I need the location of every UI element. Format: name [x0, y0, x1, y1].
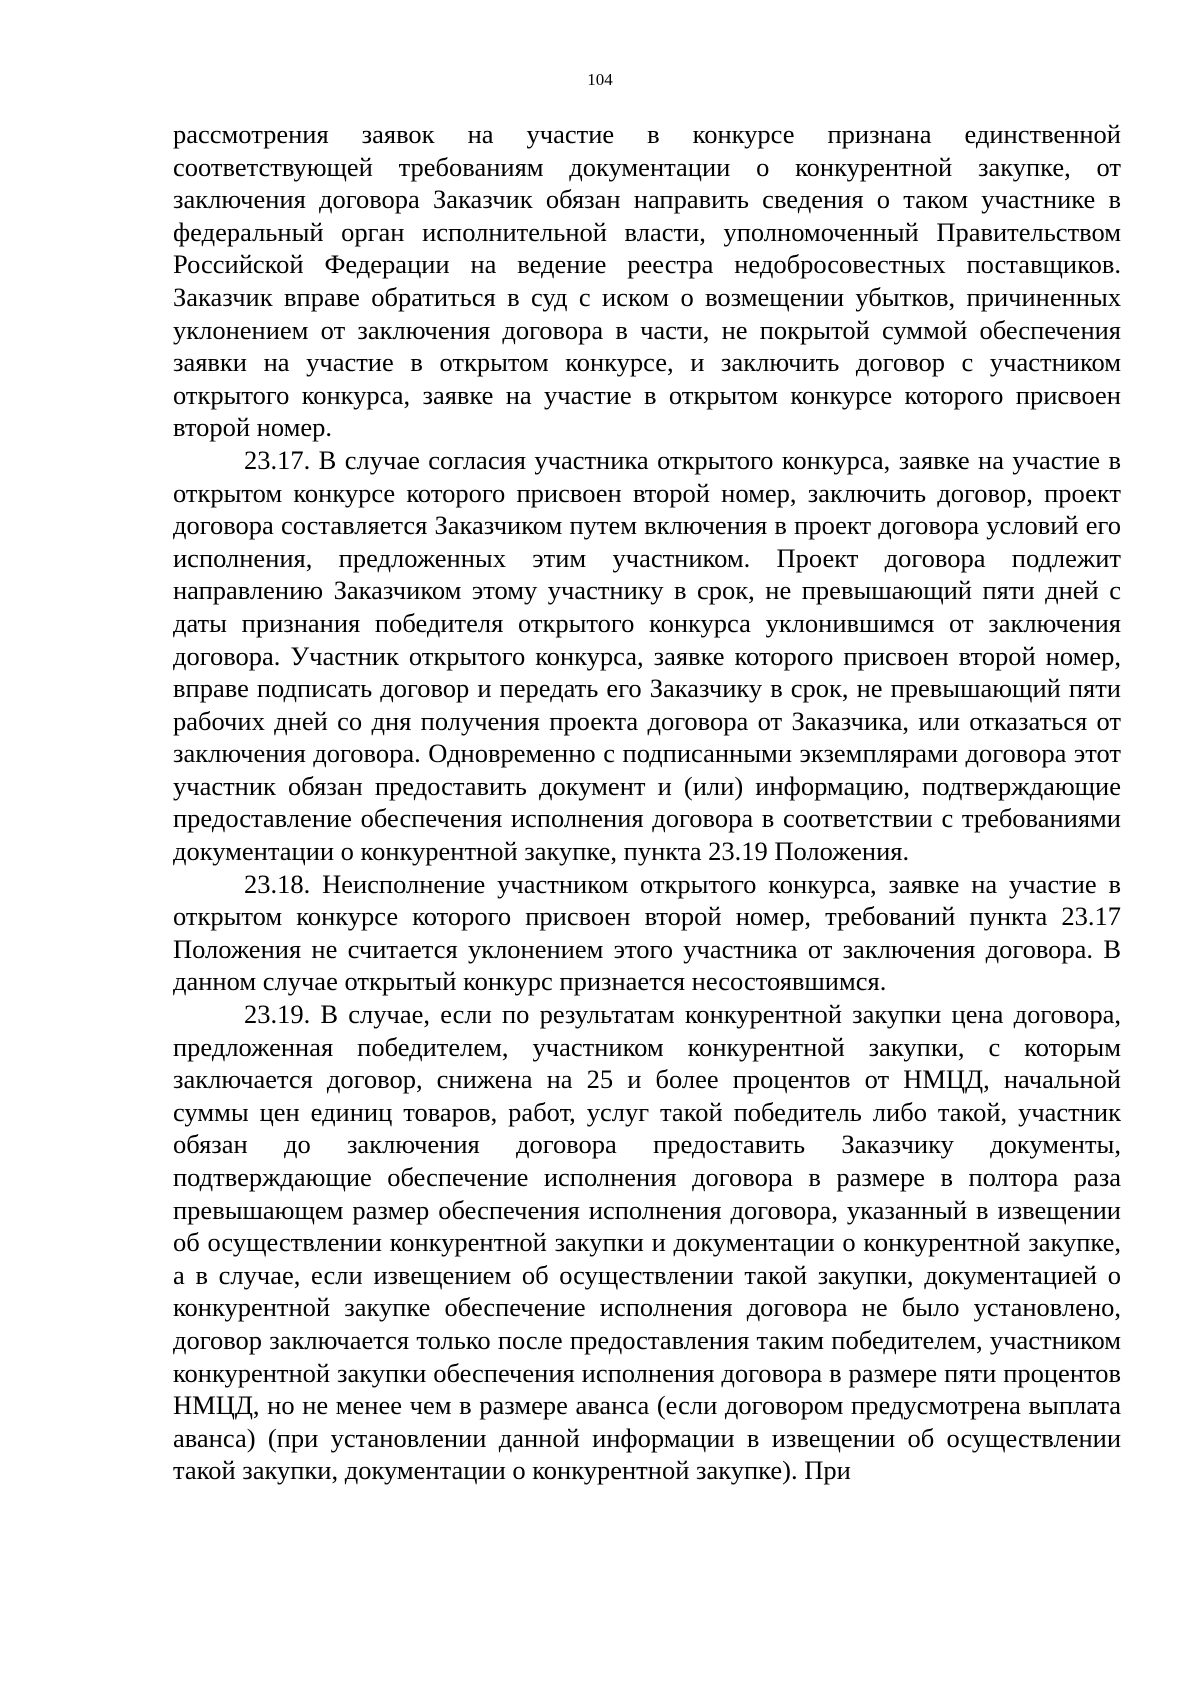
- paragraph-23-19: 23.19. В случае, если по результатам конкурентной закупки цена договора, предложенная победителем, участником конкурентной закупки, с которым заключается договор, снижена на 25 и более процентов от НМЦД, начальной суммы цен единиц товаров, работ, услуг такой победитель либо такой, участник обязан до заключения договора предоставить Заказчику документы, подтверждающие обеспечение исполнения договора в размере в полтора раза превышающем размер обеспечения исполнения договора, указанный в извещении об осуществлении конкурентной закупки и документации о конкурентной закупке, а в случае, если извещением об осуществлении такой закупки, документацией о конкурентной закупке обеспечение исполнения договора не было установлено, договор заключается только после предоставления таким победителем, участником конкурентной закупки обеспечения исполнения договора в размере пяти процентов НМЦД, но не менее чем в размере аванса (если договором предусмотрена выплата аванса) (при установлении данной информации в извещении об осуществлении такой закупки, документации о конкурентной закупке). При: [173, 999, 1121, 1486]
- page-number: 104: [587, 70, 613, 89]
- paragraph-23-18: 23.18. Неисполнение участником открытого конкурса, заявке на участие в открытом конкурсе которого присвоен второй номер, требований пункта 23.17 Положения не считается уклонением этого участника от заключения договора. В данном случае открытый конкурс признается несостоявшимся.: [173, 868, 1121, 997]
- paragraph-continuation: рассмотрения заявок на участие в конкурсе признана единственной соответствующей требованиям документации о конкурентной закупке, от заключения договора Заказчик обязан направить сведения о таком участнике в федеральный орган исполнительной власти, уполномоченный Правительством Российской Федерации на ведение реестра недобросовестных поставщиков. Заказчик вправе обратиться в суд с иском о возмещении убытков, причиненных уклонением от заключения договора в части, не покрытой суммой обеспечения заявки на участие в открытом конкурсе, и заключить договор с участником открытого конкурса, заявке на участие в открытом конкурсе которого присвоен второй номер.: [173, 119, 1121, 443]
- document-body: [173, 118, 1121, 1487]
- paragraph-23-17: 23.17. В случае согласия участника открытого конкурса, заявке на участие в открытом конкурсе которого присвоен второй номер, заключить договор, проект договора составляется Заказчиком путем включения в проект договора условий его исполнения, предложенных этим участником. Проект договора подлежит направлению Заказчиком этому участнику в срок, не превышающий пяти дней с даты признания победителя открытого конкурса уклонившимся от заключения договора. Участник открытого конкурса, заявке которого присвоен второй номер, вправе подписать договор и передать его Заказчику в срок, не превышающий пяти рабочих дней со дня получения проекта договора от Заказчика, или отказаться от заключения договора. Одновременно с подписанными экземплярами договора этот участник обязан предоставить документ и (или) информацию, подтверждающие предоставление обеспечения исполнения договора в соответствии с требованиями документации о конкурентной закупке, пункта 23.19 Положения.: [173, 444, 1121, 867]
